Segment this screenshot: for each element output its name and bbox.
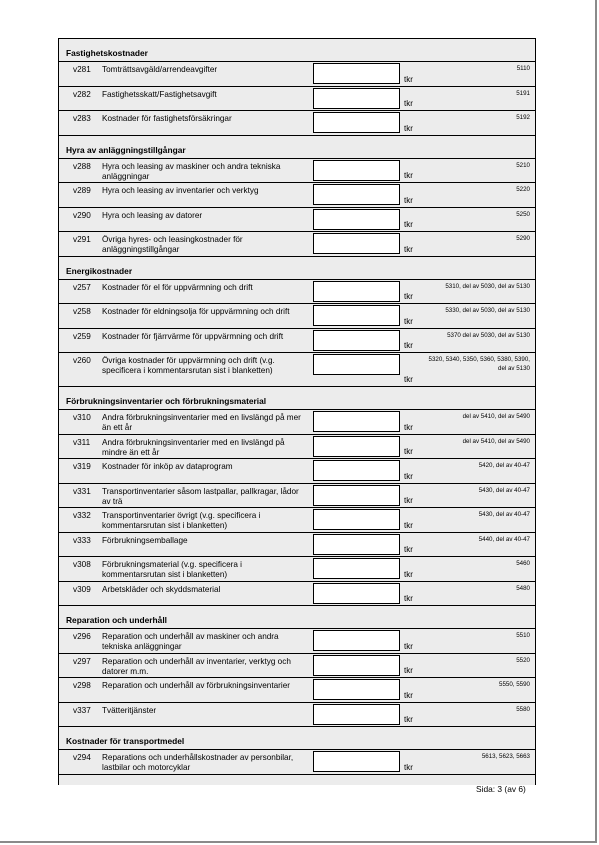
form-row-v337 <box>59 702 535 727</box>
account-reference: 5310, del av 5030, del av 5130 <box>445 282 530 290</box>
form-row-v288 <box>59 158 535 183</box>
form-row-v311 <box>59 434 535 459</box>
row-code: v289 <box>73 186 91 195</box>
form-row-v259 <box>59 328 535 353</box>
amount-input-v288[interactable] <box>313 160 400 181</box>
form-row-v308 <box>59 556 535 581</box>
row-description: Kostnader för inköp av dataprogram <box>102 462 233 471</box>
row-code: v337 <box>73 705 91 715</box>
form-row-v309 <box>59 581 535 606</box>
form-row-v283 <box>59 110 535 135</box>
row-description: Övriga hyres- och leasingkostnader för anläggningstillgångar <box>102 235 243 254</box>
row-code: v282 <box>73 89 91 99</box>
account-reference: 5580 <box>516 705 530 713</box>
row-code: v333 <box>73 535 91 545</box>
row-code: v309 <box>73 584 91 594</box>
form-row-v289 <box>59 182 535 207</box>
row-description: Kostnader för fjärrvärme för uppvärmning och drift <box>102 331 284 341</box>
account-reference: 5440, del av 40-47 <box>478 535 530 543</box>
form-row-v298 <box>59 677 535 702</box>
account-reference: 5430, del av 40-47 <box>478 511 530 518</box>
unit-label: tkr <box>404 447 413 456</box>
row-description: Tomträttsavgäld/arrendeavgifter <box>102 65 218 74</box>
unit-label: tkr <box>404 666 413 675</box>
unit-label: tkr <box>404 123 413 133</box>
row-description: Andra förbrukningsinventarier med en livslängd på mindre än ett år <box>102 437 285 457</box>
amount-input-v333[interactable] <box>313 534 400 555</box>
row-description: Förbrukningsmaterial (v.g. specificera i kommentarsrutan sist i blanketten) <box>102 560 242 579</box>
row-description: Reparations och underhållskostnader av personbilar, lastbilar och motorcyklar <box>102 753 294 772</box>
form-bottom-strip <box>59 774 535 785</box>
amount-input-v291[interactable] <box>313 233 400 254</box>
section-header <box>59 726 535 749</box>
amount-input-v296[interactable] <box>313 630 400 651</box>
row-description: Transportinventarier såsom lastpallar, pallkragar, lådor av trä <box>102 486 299 506</box>
amount-input-v257[interactable] <box>313 281 400 302</box>
account-reference: 5330, del av 5030, del av 5130 <box>445 307 530 314</box>
unit-label: tkr <box>404 316 413 326</box>
row-code: v260 <box>73 356 91 365</box>
form-row-v297 <box>59 653 535 678</box>
form-row-v260 <box>59 352 535 386</box>
section-title: Reparation och underhåll <box>66 615 167 625</box>
unit-label: tkr <box>404 74 413 84</box>
unit-label: tkr <box>404 520 413 530</box>
account-reference: 5460 <box>516 560 530 567</box>
amount-input-v311[interactable] <box>313 436 400 457</box>
row-code: v296 <box>73 632 91 641</box>
row-code: v257 <box>73 282 91 292</box>
unit-label: tkr <box>404 220 413 229</box>
account-reference: 5290 <box>516 235 530 242</box>
unit-label: tkr <box>404 99 413 108</box>
section-header <box>59 386 535 409</box>
unit-label: tkr <box>404 171 413 180</box>
amount-input-v281[interactable] <box>313 63 400 84</box>
account-reference: 5370 del av 5030, del av 5130 <box>447 331 530 339</box>
form-row-v310 <box>59 409 535 434</box>
row-code: v319 <box>73 462 91 471</box>
amount-input-v319[interactable] <box>313 460 400 481</box>
unit-label: tkr <box>404 341 413 350</box>
row-description: Kostnader för fastighetsförsäkringar <box>102 114 232 123</box>
row-description: Arbetskläder och skyddsmaterial <box>102 584 221 594</box>
form-row-v294 <box>59 749 535 774</box>
account-reference: 5220 <box>516 186 530 193</box>
form-row-v319 <box>59 458 535 483</box>
row-code: v283 <box>73 114 91 123</box>
amount-input-v331[interactable] <box>313 485 400 506</box>
row-description: Reparation och underhåll av inventarier, verktyg och datorer m.m. <box>102 656 291 676</box>
row-code: v258 <box>73 307 91 316</box>
account-reference: 5520 <box>516 656 530 664</box>
amount-input-v310[interactable] <box>313 411 400 432</box>
unit-label: tkr <box>404 471 413 481</box>
amount-input-v282[interactable] <box>313 88 400 109</box>
amount-input-v337[interactable] <box>313 704 400 725</box>
amount-input-v290[interactable] <box>313 209 400 230</box>
amount-input-v309[interactable] <box>313 583 400 604</box>
row-code: v311 <box>73 437 91 447</box>
amount-input-v294[interactable] <box>313 751 400 772</box>
unit-label: tkr <box>404 292 413 301</box>
account-reference: 5430, del av 40-47 <box>478 486 530 494</box>
form-row-v296 <box>59 628 535 653</box>
section-title: Förbrukningsinventarier och förbrukningsmaterial <box>66 396 267 406</box>
form-row-v258 <box>59 303 535 328</box>
form-row-v291 <box>59 231 535 256</box>
account-reference: 5192 <box>516 114 530 121</box>
account-reference: 5550, 5590 <box>499 681 530 688</box>
section-header <box>59 135 535 158</box>
amount-input-v260[interactable] <box>313 354 400 375</box>
account-reference: 5420, del av 40-47 <box>478 462 530 469</box>
form-row-v290 <box>59 207 535 232</box>
form-sections <box>59 38 535 774</box>
unit-label: tkr <box>404 195 413 205</box>
account-reference: 5320, 5340, 5350, 5360, 5380, 5390, del av 5130 <box>428 356 530 372</box>
row-code: v290 <box>73 210 91 220</box>
form-row-v333 <box>59 532 535 557</box>
amount-input-v289[interactable] <box>313 184 400 205</box>
unit-label: tkr <box>404 715 413 724</box>
row-code: v310 <box>73 413 91 422</box>
unit-label: tkr <box>404 569 413 579</box>
row-description: Förbrukningsemballage <box>102 535 188 545</box>
account-reference: del av 5410, del av 5490 <box>462 413 530 420</box>
row-code: v297 <box>73 656 91 666</box>
unit-label: tkr <box>404 641 413 651</box>
amount-input-v297[interactable] <box>313 655 400 676</box>
unit-label: tkr <box>404 545 413 554</box>
form-row-v331 <box>59 483 535 508</box>
account-reference: 5510 <box>516 632 530 639</box>
row-code: v281 <box>73 65 91 74</box>
row-description: Reparation och underhåll av förbrukningsinventarier <box>102 681 290 690</box>
row-code: v308 <box>73 560 91 569</box>
account-reference: 5191 <box>516 89 530 97</box>
row-code: v332 <box>73 511 91 520</box>
unit-label: tkr <box>404 594 413 603</box>
row-code: v291 <box>73 235 91 244</box>
form-row-v281 <box>59 61 535 86</box>
row-description: Tvätteritjänster <box>102 705 157 715</box>
section-title: Fastighetskostnader <box>66 48 148 58</box>
unit-label: tkr <box>404 762 413 772</box>
amount-input-v298[interactable] <box>313 679 400 700</box>
section-header <box>59 256 535 279</box>
section-title: Energikostnader <box>66 265 133 276</box>
section-title: Kostnader för transportmedel <box>66 736 185 746</box>
unit-label: tkr <box>404 422 413 432</box>
row-description: Kostnader för el för uppvärmning och drift <box>102 282 253 292</box>
unit-label: tkr <box>404 690 413 700</box>
cost-form <box>58 38 536 785</box>
form-row-v257 <box>59 279 535 304</box>
amount-input-v258[interactable] <box>313 305 400 326</box>
unit-label: tkr <box>404 244 413 254</box>
row-description: Andra förbrukningsinventarier med en livslängd på mer än ett år <box>102 413 301 432</box>
row-description: Hyra och leasing av inventarier och verktyg <box>102 186 259 195</box>
row-code: v331 <box>73 486 91 496</box>
row-code: v298 <box>73 681 91 690</box>
account-reference: 5250 <box>516 210 530 218</box>
row-description: Reparation och underhåll av maskiner och andra tekniska anläggningar <box>102 632 279 651</box>
form-row-v282 <box>59 86 535 111</box>
page-number: Sida: 3 (av 6) <box>476 784 526 794</box>
row-description: Kostnader för eldningsolja för uppvärmning och drift <box>102 307 290 316</box>
row-description: Transportinventarier övrigt (v.g. specificera i kommentarsrutan sist i blanketten) <box>102 511 261 530</box>
form-row-v332 <box>59 507 535 532</box>
account-reference: 5613, 5623, 5663 <box>481 753 530 760</box>
account-reference: del av 5410, del av 5490 <box>462 437 530 445</box>
row-code: v259 <box>73 331 91 341</box>
row-description: Fastighetsskatt/Fastighetsavgift <box>102 89 217 99</box>
section-header <box>59 605 535 628</box>
amount-input-v308[interactable] <box>313 558 400 579</box>
unit-label: tkr <box>404 375 413 384</box>
row-description: Hyra och leasing av datorer <box>102 210 203 220</box>
row-code: v288 <box>73 161 91 171</box>
account-reference: 5480 <box>516 584 530 592</box>
section-header <box>59 38 535 61</box>
account-reference: 5110 <box>516 65 530 72</box>
unit-label: tkr <box>404 496 413 505</box>
row-description: Övriga kostnader för uppvärmning och drift (v.g. specificera i kommentarsrutan sist i blanketten) <box>102 356 275 375</box>
amount-input-v283[interactable] <box>313 112 400 133</box>
account-reference: 5210 <box>516 161 530 169</box>
section-title: Hyra av anläggningstillgångar <box>66 144 186 155</box>
amount-input-v332[interactable] <box>313 509 400 530</box>
row-code: v294 <box>73 753 91 762</box>
amount-input-v259[interactable] <box>313 330 400 351</box>
row-description: Hyra och leasing av maskiner och andra tekniska anläggningar <box>102 161 281 181</box>
